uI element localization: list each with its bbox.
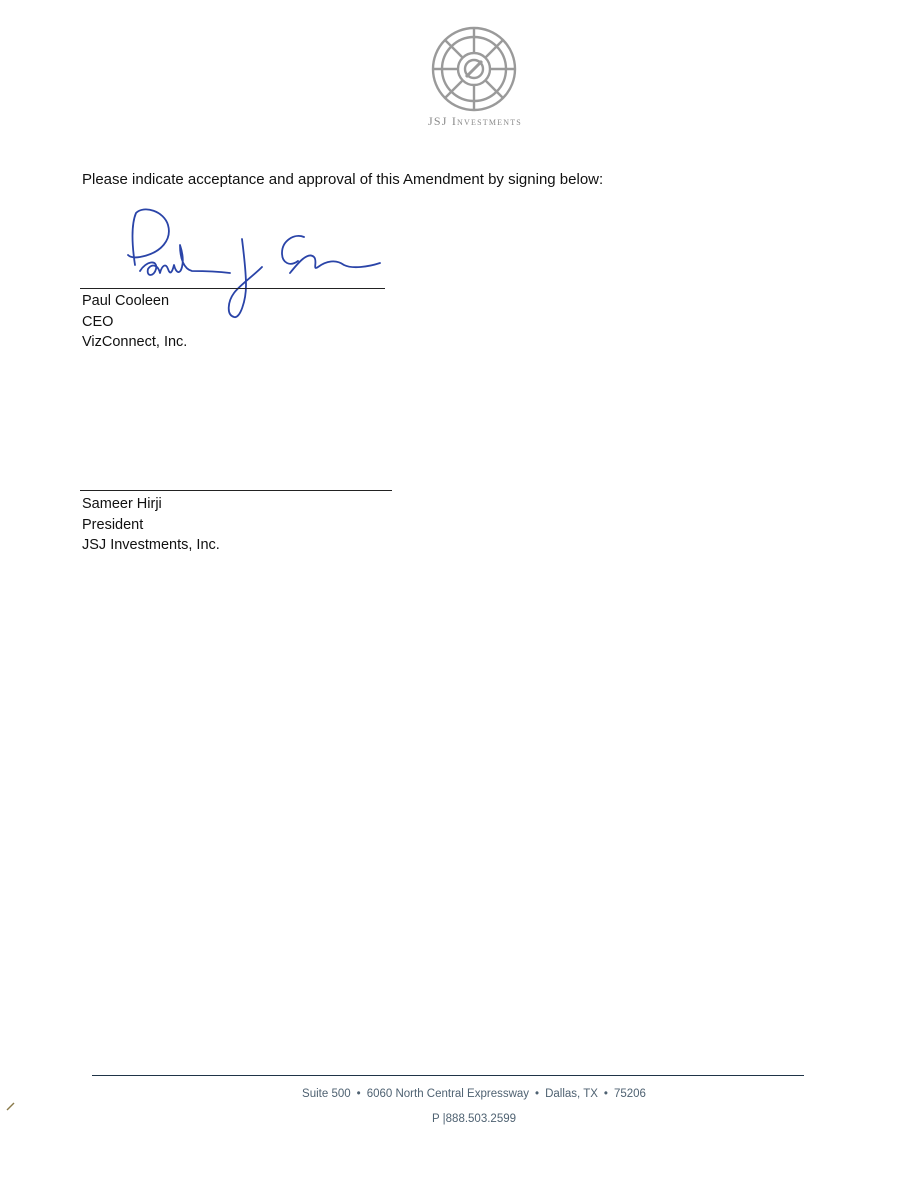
- signer-title: CEO: [82, 313, 114, 330]
- letterhead-company-name: JSJ Investments: [428, 114, 522, 128]
- address-city: Dallas, TX: [545, 1088, 598, 1100]
- footer-phone: [0, 1113, 918, 1125]
- signer-company: VizConnect, Inc.: [82, 334, 188, 350]
- phone-prefix: P: [431, 1113, 440, 1125]
- address-street: 6060 North Central Expressway: [366, 1088, 530, 1100]
- signer-title: President: [82, 516, 144, 533]
- signer-name: Sameer Hirji: [82, 496, 162, 512]
- acceptance-instruction: Please indicate acceptance and approval of this Amendment by signing below:: [82, 171, 604, 188]
- footer-address: [0, 1088, 918, 1100]
- scan-mark-icon: [6, 1102, 15, 1111]
- address-suite: Suite 500: [302, 1088, 351, 1100]
- address-zip: 75206: [613, 1088, 646, 1100]
- phone-number: 888.503.2599: [445, 1113, 517, 1125]
- phone-divider: |: [442, 1113, 446, 1125]
- footer-divider: [92, 1075, 804, 1076]
- signature-line-2: [80, 490, 392, 491]
- signature-line-1: [80, 288, 385, 289]
- bullet-separator: •: [535, 1088, 540, 1100]
- signer-name: Paul Cooleen: [82, 293, 170, 309]
- signer-company: JSJ Investments, Inc.: [82, 537, 220, 553]
- bullet-separator: •: [356, 1088, 361, 1100]
- signer-block-1: [82, 291, 187, 353]
- signer-block-2: [82, 494, 220, 556]
- bullet-separator: •: [603, 1088, 608, 1100]
- jsj-logo-mark-icon: [430, 25, 518, 113]
